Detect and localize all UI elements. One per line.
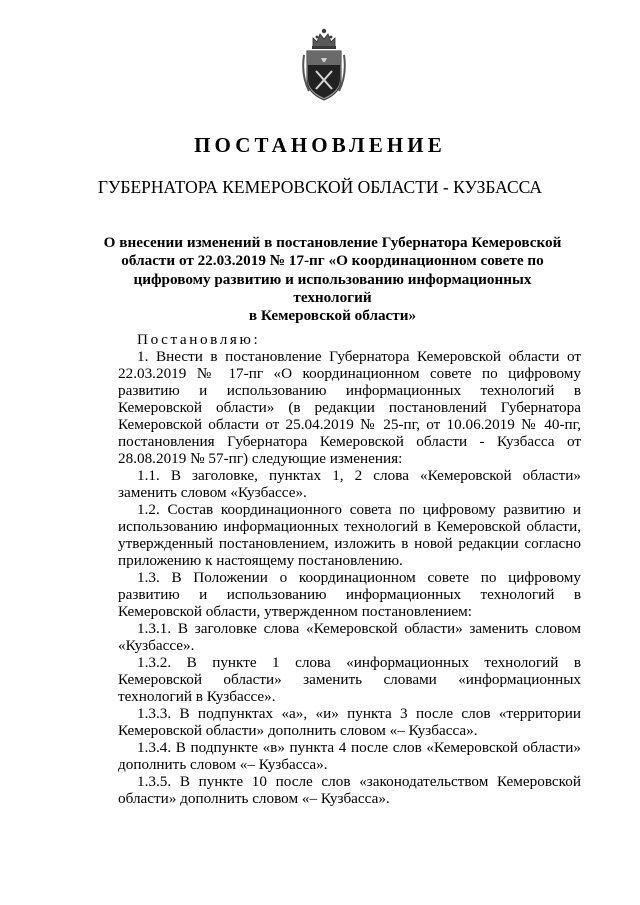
coat-of-arms-icon: [301, 25, 347, 103]
subject-line: цифровому развитию и использованию информационных технологий: [133, 270, 532, 306]
paragraph-1-3: 1.3. В Положении о координационном совете по цифровому развитию и использованию информационных технологий в Кемеровской области, утвержденном постановлением:: [118, 569, 581, 620]
document-body: [118, 331, 581, 807]
document-type: ПОСТАНОВЛЕНИЕ: [194, 133, 446, 157]
paragraph-1: 1. Внести в постановление Губернатора Кемеровской области от 22.03.2019 № 17-пг «О координационном совете по цифровому развитию и использованию информационных технологий в Кемеровской области» (в редакции постановлений Губернатора Кемеровской области от 25.04.2019 № 25-пг, от 10.06.2019 № 40-пг, постановления Губернатора Кемеровской области - Кузбасса от 28.08.2019 № 57-пг) следующие изменения:: [118, 348, 581, 467]
decree-word: Постановляю:: [137, 331, 261, 348]
subject-line: области от 22.03.2019 № 17-пг «О координационном совете по: [121, 252, 544, 270]
paragraph-1-2: 1.2. Состав координационного совета по цифровому развитию и использованию информационных технологий в Кемеровской области, утвержденный постановлением, изложить в новой редакции согласно приложению к настоящему постановлению.: [118, 501, 581, 569]
document-subject: [100, 234, 565, 325]
paragraph-1-3-2: 1.3.2. В пункте 1 слова «информационных технологий в Кемеровской области» заменить словами «информационных технологий в Кузбассе».: [118, 654, 581, 705]
paragraph-1-1: 1.1. В заголовке, пунктах 1, 2 слова «Кемеровской области» заменить словом «Кузбассе».: [118, 467, 581, 501]
subject-line: О внесении изменений в постановление Губернатора Кемеровской: [103, 234, 562, 251]
paragraph-1-3-4: 1.3.4. В подпункте «в» пункта 4 после слов «Кемеровской области» дополнить словом «– Кузбасса».: [118, 739, 581, 773]
subject-line: в Кемеровской области»: [248, 307, 417, 325]
paragraph-1-3-1: 1.3.1. В заголовке слова «Кемеровской области» заменить словом «Кузбассе».: [118, 620, 581, 654]
paragraph-1-3-5: 1.3.5. В пункте 10 после слов «законодательством Кемеровской области» дополнить словом «– Кузбасса».: [118, 773, 581, 807]
issuer-title: ГУБЕРНАТОРА КЕМЕРОВСКОЙ ОБЛАСТИ - КУЗБАССА: [97, 177, 543, 197]
paragraph-1-3-3: 1.3.3. В подпунктах «а», «и» пункта 3 после слов «территории Кемеровской области» дополнить словом «– Кузбасса».: [118, 705, 581, 739]
